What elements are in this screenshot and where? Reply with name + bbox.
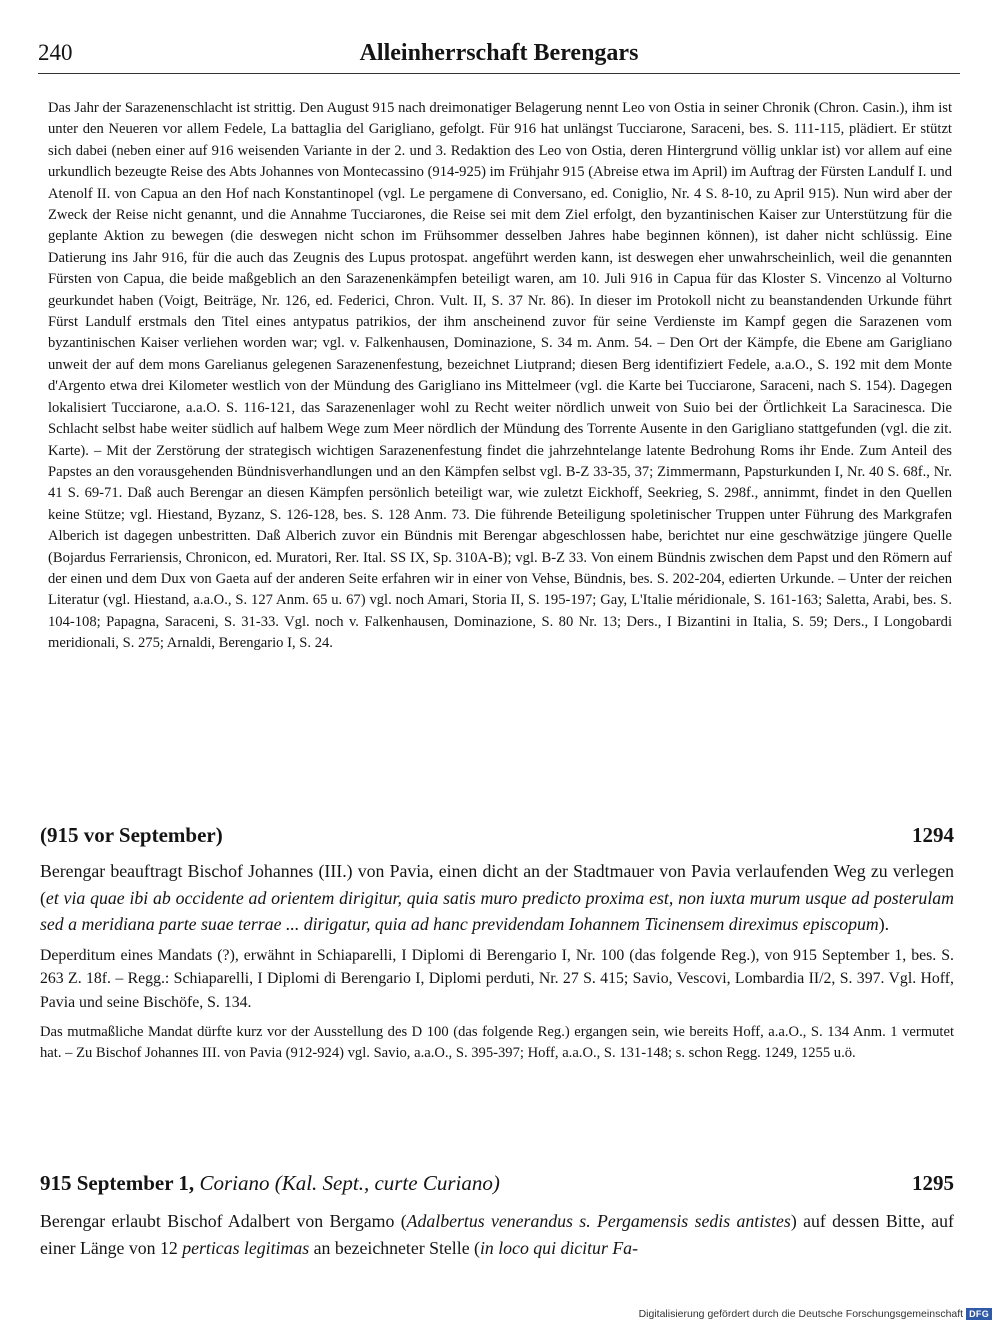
- running-title: Alleinherrschaft Berengars: [359, 40, 639, 66]
- entry-1295-latin-date: (Kal. Sept., curte Curiano): [274, 1171, 500, 1195]
- entry-1295-number: 1295: [912, 1171, 954, 1195]
- previous-entry-commentary: Das Jahr der Sarazenenschlacht ist strittig. Den August 915 nach dreimonatiger Belagerung nennt Leo von Ostia in seiner Chronik (Chron. Casin.), ihm ist unter den Neueren vor allem Fedele, La battaglia del Garigliano, gefolgt. Für 916 hat unlängst Tucciarone, Saraceni, bes. S. 111-115, plädiert. Er stützt sich dabei (neben einer auf 916 weisenden Variante in der 2. und 3. Redaktion des Leo von Ostia, deren Hintergrund völlig unklar ist) vor allem auf eine urkundlich bezeugte Reise des Abts Johannes von Montecassino (914-925) im Frühjahr 915 (Abreise etwa im April) im Auftrag der Fürsten Landulf I. und Atenolf II. von Capua an den Hof nach Konstantinopel (vgl. Le pergamene di Conversano, ed. Coniglio, Nr. 4 S. 8-10, zu April 915). Nun wird aber der Zweck der Reise nicht genannt, und die Annahme Tucciarones, die Reise sei mit dem Ziel erfolgt, den byzantinischen Kaiser zur Unterstützung für die geplante Aktion zu bewegen (die deswegen nicht schon im Frühsommer desselben Jahres habe beginnen können), ist daher nicht schlüssig. Eine Datierung ins Jahr 916, für die auch das Zeugnis des Lupus protospat. angeführt werden kann, ist deswegen eher unwahrscheinlich, weil die genannten Fürsten von Capua, die beide maßgeblich an den Sarazenenkämpfen beteiligt waren, am 10. Juli 916 in Capua für das Kloster S. Vincenzo al Volturno geurkundet haben (Voigt, Beiträge, Nr. 126, ed. Federici, Chron. Vult. II, S. 37 Nr. 86). In dieser im Protokoll nicht zu beanstandenden Urkunde führt Fürst Landulf erstmals den Titel eines antypatus patrikios, der ihm anscheinend zuvor für seine Verdienste im Kampf gegen die Sarazenen vom byzantinischen Kaiser verliehen worden war; vgl. v. Falkenhausen, Dominazione, S. 34 m. Anm. 54. – Den Ort der Kämpfe, die Ebene am Garigliano unweit der auf dem mons Garelianus gelegenen Sarazenenfestung, bezeichnet Liutprand; diesen Berg identifiziert Fedele, a.a.O., S. 192 mit dem Monte d'Argento etwa drei Kilometer westlich von der Mündung des Garigliano ins Mittelmeer (vgl. die Karte bei Tucciarone, Saraceni, nach S. 154). Dagegen lokalisiert Tucciarone, a.a.O. S. 116-121, das Sarazenenlager wohl zu Recht weiter nördlich unweit von Suio bei der Örtlichkeit La Saracinesca. Die Schlacht selbst habe weiter südlich auf halbem Wege zum Meer nördlich der Mündung des Torrente Ausente in den Garigliano stattgefunden (vgl. die zit. Karte). – Mit der Zerstörung der strategisch wichtigen Sarazenenfestung findet die jahrzehntelange latente Bedrohung Roms ihr Ende. Zum Anteil des Papstes an den vorausgehenden Bündnisverhandlungen und an den Kämpfen selbst vgl. B-Z 33-35, 37; Zimmermann, Papsturkunden I, Nr. 40 S. 68f., Nr. 41 S. 69-71. Daß auch Berengar an diesen Kämpfen persönlich beteiligt war, wie zuletzt Eickhoff, Seekrieg, S. 298f., annimmt, findet in den Quellen keine Stütze; vgl. Hiestand, Byzanz, S. 126-128, bes. S. 128 Anm. 73. Die führende Beteiligung spoletinischer Truppen unter Führung des Markgrafen Alberich ist dagegen unbestritten. Daß Alberich zuvor ein Bündnis mit Berengar abgeschlossen habe, berichtet nur eine geschwätzige jüngere Quelle (Bojardus Ferrariensis, Chronicon, ed. Muratori, Rer. Ital. SS IX, Sp. 310A-B); vgl. B-Z 33. Von einem Bündnis zwischen dem Papst und den Römern auf der einen und dem Dux von Gaeta auf der anderen Seite erfahren wir in einer von Vehse, Bündnis, bes. S. 202-204, edierten Urkunde. – Unter der reichen Literatur (vgl. Hiestand, a.a.O., S. 127 Anm. 65 u. 67) vgl. noch Amari, Storia II, S. 195-197; Gay, L'Italie méridionale, S. 161-163; Saletta, Arabi, bes. S. 104-108; Papagna, Saraceni, S. 31-33. Vgl. noch v. Falkenhausen, Dominazione, S. 80 Nr. 13; Ders., I Bizantini in Italia, S. 59; Ders., I Longobardi meridionali, S. 275; Arnaldi, Berengario I, S. 24.: [48, 100, 952, 652]
- entry-1294-heading: [40, 823, 954, 851]
- entry-1294-number: 1294: [912, 823, 954, 847]
- entry-1294-regest: Berengar beauftragt Bischof Johannes (III.) von Pavia, einen dicht an der Stadtmauer von Pavia verlaufenden Weg zu verlegen (et via quae ibi ab occidente ad orientem dirigitur, quia satis muro predicto proxima est, non iuxta murum usque ad posterulam sed a meridiana parte suae terrae ... dirigatur, quia ad hanc previdendam Iohannem Ticinensem direximus episcopum).: [40, 861, 954, 934]
- entry-1295-date: 915 September 1, Coriano (Kal. Sept., curte Curiano): [40, 1171, 500, 1195]
- entry-1294-sources: Deperditum eines Mandats (?), erwähnt in Schiaparelli, I Diplomi di Berengario I, Nr. 100 (das folgende Reg.), von 915 September 1, bes. S. 263 Z. 18f. – Regg.: Schiaparelli, I Diplomi di Berengario I, Diplomi perduti, Nr. 27 S. 415; Savio, Vescovi, Lombardia II/2, S. 397. Vgl. Hoff, Pavia und seine Bischöfe, S. 134.: [40, 946, 954, 1011]
- footer-text: Digitalisierung gefördert durch die Deutsche Forschungsgemeinschaft: [638, 1308, 964, 1320]
- entry-1294-comment: Das mutmaßliche Mandat dürfte kurz vor der Ausstellung des D 100 (das folgende Reg.) ergangen sein, wie bereits Hoff, a.a.O., S. 134 Anm. 1 vermutet hat. – Zu Bischof Johannes III. von Pavia (912-924) vgl. Savio, a.a.O., S. 395-397; Hoff, a.a.O., S. 131-148; s. schon Regg. 1249, 1255 u.ö.: [40, 1024, 954, 1062]
- entry-1295-regest: Berengar erlaubt Bischof Adalbert von Bergamo (Adalbertus venerandus s. Pergamensis sedis antistes) auf dessen Bitte, auf einer Länge von 12 perticas legitimas an bezeichneter Stelle (in loco qui dicitur Fa-: [40, 1211, 954, 1258]
- entry-1295-place: Coriano: [199, 1171, 270, 1195]
- dfg-logo: DFG: [966, 1308, 992, 1320]
- digitization-footer: [639, 1308, 992, 1320]
- running-header: [38, 40, 960, 74]
- entry-1295-heading: [40, 1171, 954, 1199]
- page-number: 240: [38, 40, 73, 65]
- entry-1294-body: [40, 858, 954, 1064]
- entry-1294-latin-quote: et via quae ibi ab occidente ad orientem dirigitur, quia satis muro predicto proxima est, non iuxta murum usque ad posterulam sed a meridiana parte suae terrae ... dirigatur, quia ad hanc previdendam Iohannem Ticinensem direximus episcopum: [40, 887, 954, 934]
- header-rule: [38, 73, 960, 74]
- entry-1294-date: (915 vor September): [40, 823, 223, 847]
- entry-1295-body: [40, 1208, 954, 1261]
